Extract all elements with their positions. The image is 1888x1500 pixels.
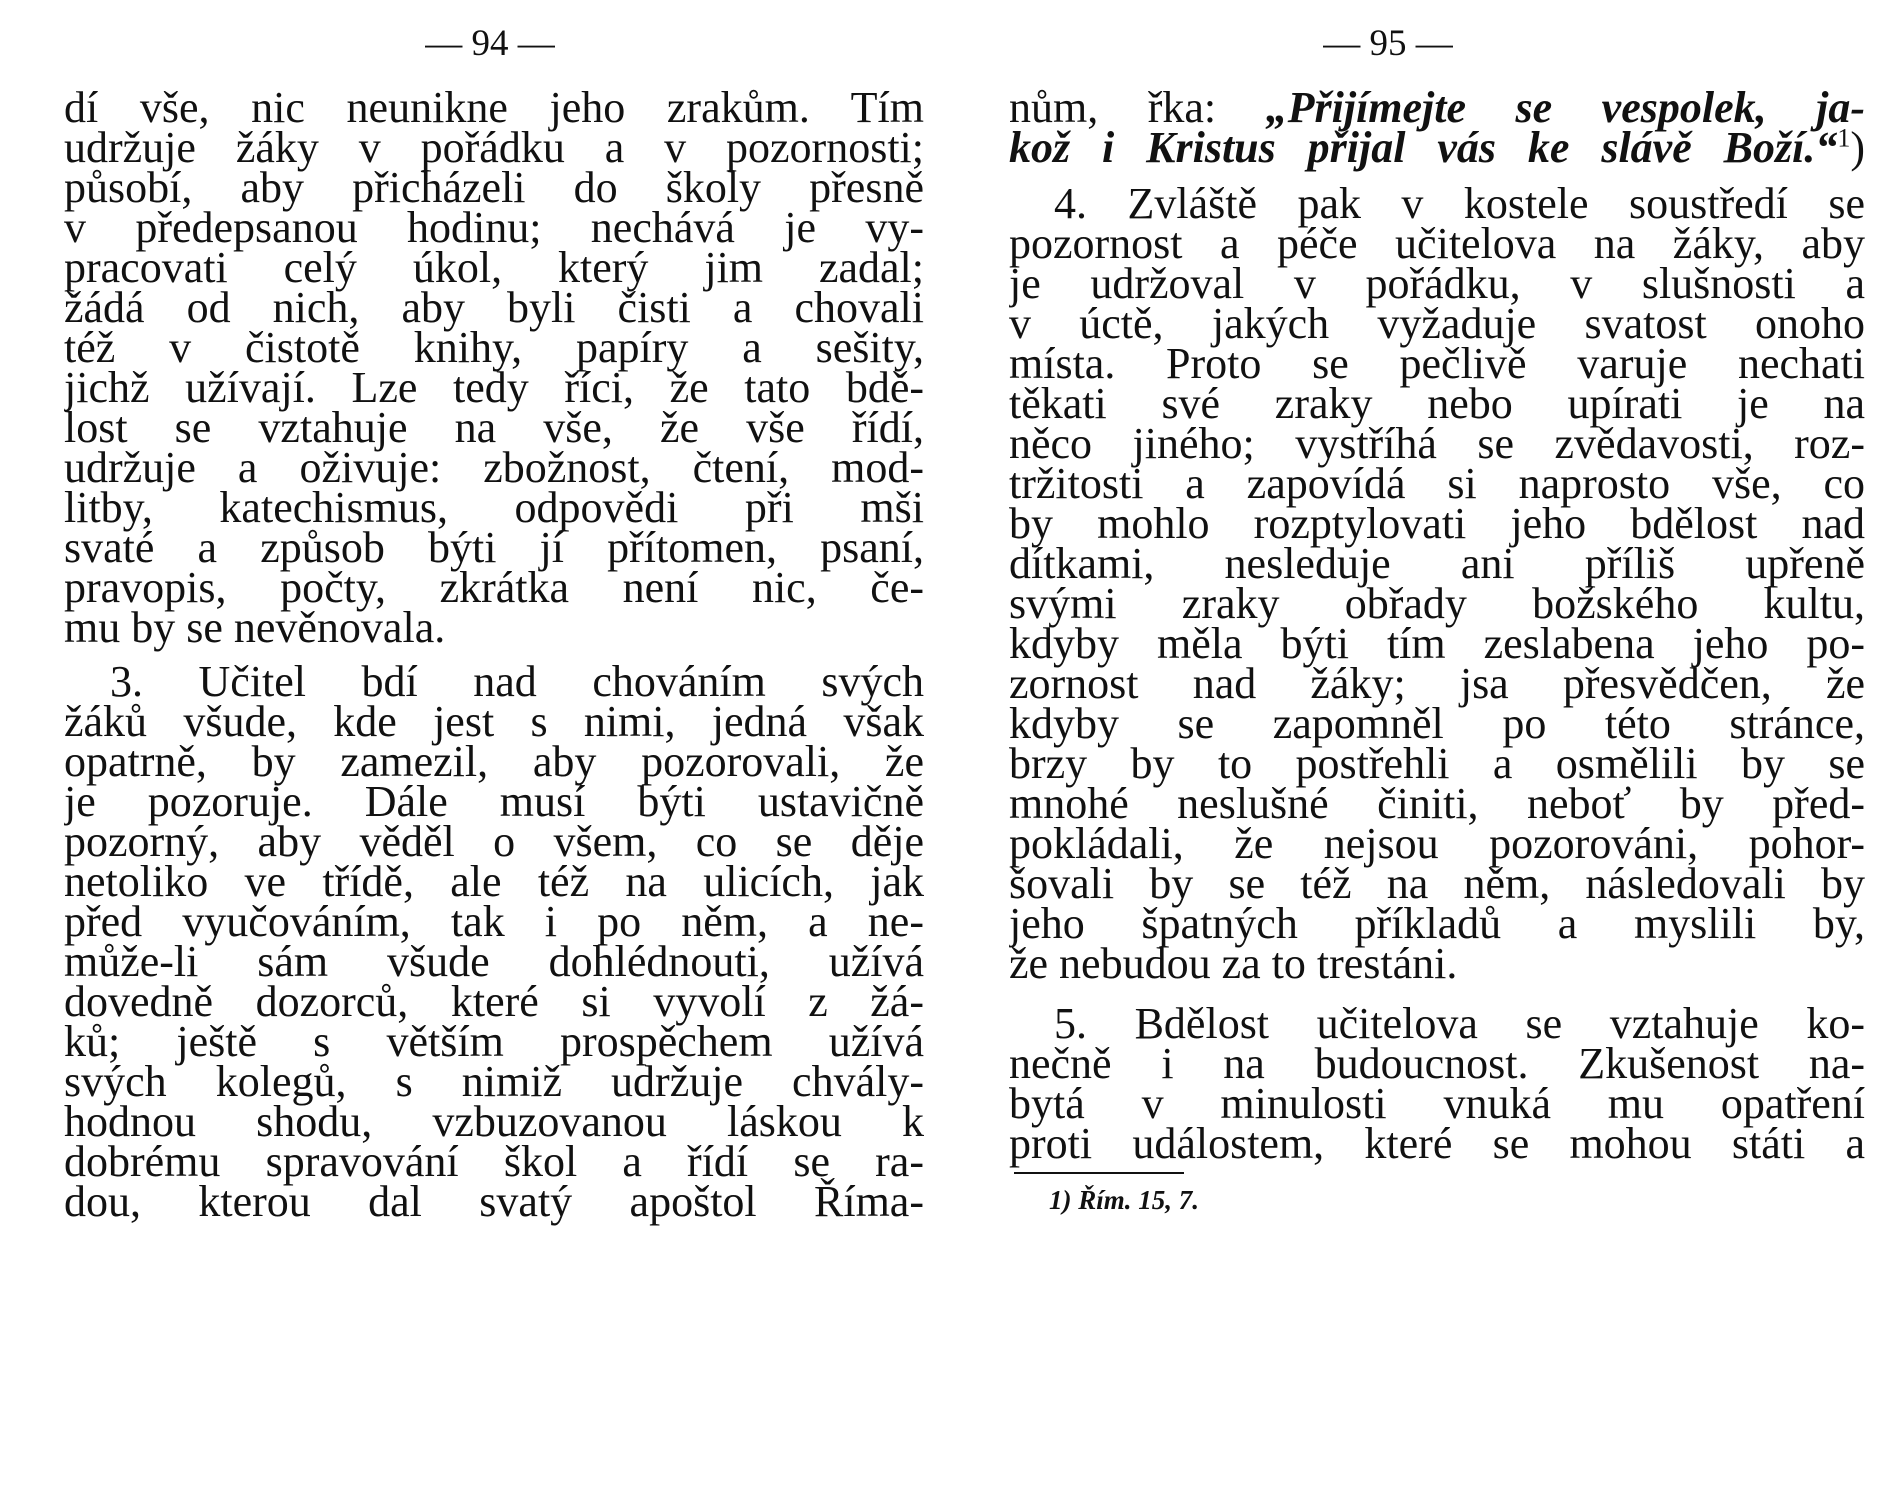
text-line: proti událostem, které se mohou státi a xyxy=(1009,1120,1865,1168)
text-line: dovedně dozorců, které si vyvolí z žá- xyxy=(64,978,924,1026)
text-line: dobrému spravování škol a řídí se ra- xyxy=(64,1138,924,1186)
text-line: mnohé neslušné činiti, neboť by před- xyxy=(1009,780,1865,828)
text-fragment: ) xyxy=(1850,124,1865,172)
page-number: — 95 — xyxy=(1323,23,1453,64)
footnote: 1) Řím. 15, 7. xyxy=(1049,1185,1200,1215)
right-page xyxy=(944,0,1888,1500)
text-line: pokládali, že nejsou pozorováni, pohor- xyxy=(1009,820,1865,868)
text-line: dou, kterou dal svatý apoštol Říma- xyxy=(64,1178,924,1226)
text-line: pracovati celý úkol, který jim zadal; xyxy=(64,244,924,292)
text-line: bytá v minulosti vnuká mu opatření xyxy=(1009,1080,1865,1128)
text-line: něco jiného; vystříhá se zvědavosti, roz- xyxy=(1009,420,1865,468)
text-line: ků; ještě s větším prospěchem užívá xyxy=(64,1018,924,1066)
text-line: mu by se nevěnovala. xyxy=(64,604,446,652)
text-line: kdyby měla býti tím zeslabena jeho po- xyxy=(1009,620,1865,668)
text-line: je pozoruje. Dále musí býti ustavičně xyxy=(64,778,924,826)
text-line: by mohlo rozptylovati jeho bdělost nad xyxy=(1009,500,1865,548)
text-line: jichž užívají. Lze tedy říci, že tato bdě- xyxy=(64,364,924,412)
text-line: je udržoval v pořádku, v slušnosti a xyxy=(1009,260,1865,308)
text-line: netoliko ve třídě, ale též na ulicích, jak xyxy=(64,858,924,906)
text-line: pravopis, počty, zkrátka není nic, če- xyxy=(64,564,924,612)
paragraph-start-line: 3. Učitel bdí nad chováním svých xyxy=(110,658,924,706)
text-line: v předepsanou hodinu; nechává je vy- xyxy=(64,204,924,252)
scripture-quote: kož i Kristus přijal vás ke slávě Boží.“ xyxy=(1009,124,1838,172)
text-line: žádá od nich, aby byli čisti a chovali xyxy=(64,284,924,332)
text-line-quote-end xyxy=(1009,124,1865,172)
text-line: může-li sám všude dohlédnouti, užívá xyxy=(64,938,924,986)
text-line: opatrně, by zamezil, aby pozorovali, že xyxy=(64,738,924,786)
text-line: šovali by se též na něm, následovali by xyxy=(1009,860,1865,908)
text-line: jeho špatných příkladů a myslili by, xyxy=(1009,900,1865,948)
text-line: též v čistotě knihy, papíry a sešity, xyxy=(64,324,924,372)
text-line: působí, aby přicházeli do školy přesně xyxy=(64,164,924,212)
text-line: udržuje a oživuje: zbožnost, čtení, mod- xyxy=(64,444,924,492)
text-line: udržuje žáky v pořádku a v pozornosti; xyxy=(64,124,924,172)
text-line: hodnou shodu, vzbuzovanou láskou k xyxy=(64,1098,924,1146)
text-line: těkati své zraky nebo upírati je na xyxy=(1009,380,1865,428)
text-line: zornost nad žáky; jsa přesvědčen, že xyxy=(1009,660,1865,708)
text-line: místa. Proto se pečlivě varuje nechati xyxy=(1009,340,1865,388)
text-line: brzy by to postřehli a osmělili by se xyxy=(1009,740,1865,788)
paragraph-start-line: 5. Bdělost učitelova se vztahuje ko- xyxy=(1054,1000,1865,1048)
text-line: pozornost a péče učitelova na žáky, aby xyxy=(1009,220,1865,268)
text-line: dítkami, nesleduje ani příliš upřeně xyxy=(1009,540,1865,588)
text-line: tržitosti a zapovídá si naprosto vše, co xyxy=(1009,460,1865,508)
text-line: pozorný, aby věděl o všem, co se děje xyxy=(64,818,924,866)
text-line: lost se vztahuje na vše, že vše řídí, xyxy=(64,404,924,452)
text-line: svými zraky obřady božského kultu, xyxy=(1009,580,1865,628)
text-line: litby, katechismus, odpovědi při mši xyxy=(64,484,924,532)
footnote-divider xyxy=(1014,1172,1184,1174)
text-line: že nebudou za to trestáni. xyxy=(1009,940,1458,988)
paragraph-start-line: 4. Zvláště pak v kostele soustředí se xyxy=(1054,180,1865,228)
text-line: nečně i na budoucnost. Zkušenost na- xyxy=(1009,1040,1865,1088)
text-line: kdyby se zapomněl po této stránce, xyxy=(1009,700,1865,748)
text-line: dí vše, nic neunikne jeho zrakům. Tím xyxy=(64,84,924,132)
footnote-reference: 1 xyxy=(1837,124,1851,153)
page-number: — 94 — xyxy=(425,23,555,64)
text-line: žáků všude, kde jest s nimi, jedná však xyxy=(64,698,924,746)
text-line: svých kolegů, s nimiž udržuje chvály- xyxy=(64,1058,924,1106)
text-line: v úctě, jakých vyžaduje svatost onoho xyxy=(1009,300,1865,348)
text-line: před vyučováním, tak i po něm, a ne- xyxy=(64,898,924,946)
text-fragment: nům, řka: xyxy=(1009,84,1266,132)
text-line: svaté a způsob býti jí přítomen, psaní, xyxy=(64,524,924,572)
scripture-quote: „Přijímejte se vespolek, ja- xyxy=(1265,84,1865,132)
